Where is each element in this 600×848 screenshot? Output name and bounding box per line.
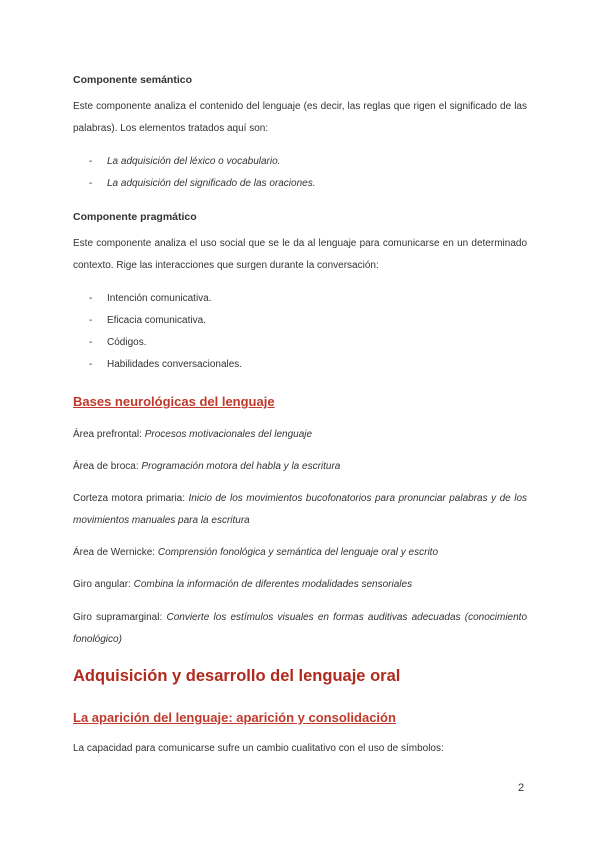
bullet-dash: - — [89, 315, 93, 326]
pragmatic-paragraph-line-2: contexto. Rige las interacciones que surgen durante la conversación: — [73, 260, 379, 271]
list-item — [89, 178, 509, 192]
list-item-text: Eficacia comunicativa. — [107, 315, 206, 326]
page-number: 2 — [518, 782, 525, 794]
bullet-dash: - — [89, 337, 93, 348]
neuro-item-label: Giro supramarginal: — [73, 612, 167, 623]
appearance-paragraph: La capacidad para comunicarse sufre un cambio cualitativo con el uso de símbolos: — [73, 743, 444, 754]
neuro-item-description: Comprensión fonológica y semántica del lenguaje oral y escrito — [157, 547, 439, 558]
neuro-item-description: Programación motora del habla y la escritura — [141, 461, 341, 472]
neuro-bases-heading: Bases neurológicas del lenguaje — [73, 394, 275, 409]
neuro-item — [73, 424, 312, 446]
list-item-text: Códigos. — [107, 337, 147, 348]
list-item — [89, 315, 509, 329]
semantic-component-heading: Componente semántico — [73, 74, 193, 86]
chapter-heading: Adquisición y desarrollo del lenguaje oral — [73, 667, 401, 685]
list-item-text: Intención comunicativa. — [107, 293, 212, 304]
bullet-dash: - — [89, 359, 93, 370]
list-item-text: La adquisición del léxico o vocabulario. — [107, 156, 281, 167]
neuro-item-description-continued: fonológico) — [73, 634, 122, 645]
neuro-item-description: Inicio de los movimientos bucofonatorios para pronunciar palabras y de los — [188, 493, 528, 504]
neuro-item-description: Procesos motivacionales del lenguaje — [144, 429, 313, 440]
bullet-dash: - — [89, 156, 93, 167]
pragmatic-component-heading: Componente pragmático — [73, 211, 197, 223]
neuro-item-label: Área de Wernicke: — [73, 547, 158, 558]
pragmatic-paragraph-line-1: Este componente analiza el uso social que se le da al lenguaje para comunicarse en un determinado — [73, 238, 527, 249]
neuro-item — [73, 574, 412, 596]
neuro-item-label: Área de broca: — [73, 461, 142, 472]
neuro-item-label: Área prefrontal: — [73, 429, 145, 440]
appearance-heading: La aparición del lenguaje: aparición y consolidación — [73, 710, 396, 725]
bullet-dash: - — [89, 293, 93, 304]
list-item — [89, 156, 509, 170]
neuro-item-description: Convierte los estímulos visuales en formas auditivas adecuadas (conocimiento — [166, 612, 528, 623]
neuro-item-label: Giro angular: — [73, 579, 134, 590]
semantic-paragraph-line-2: palabras). Los elementos tratados aquí son: — [73, 123, 269, 134]
neuro-item — [73, 488, 527, 510]
list-item-text: Habilidades conversacionales. — [107, 359, 243, 370]
list-item — [89, 337, 509, 351]
bullet-dash: - — [89, 178, 93, 189]
list-item-text: La adquisición del significado de las oraciones. — [107, 178, 316, 189]
neuro-item — [73, 542, 438, 564]
neuro-item — [73, 456, 340, 478]
semantic-paragraph-line-1: Este componente analiza el contenido del lenguaje (es decir, las reglas que rigen el significado de las — [73, 101, 527, 112]
neuro-item-description: Combina la información de diferentes modalidades sensoriales — [133, 579, 413, 590]
list-item — [89, 359, 509, 373]
list-item — [89, 293, 509, 307]
neuro-item-label: Corteza motora primaria: — [73, 493, 189, 504]
neuro-item — [73, 607, 527, 629]
neuro-item-description-continued: movimientos manuales para la escritura — [73, 515, 250, 526]
